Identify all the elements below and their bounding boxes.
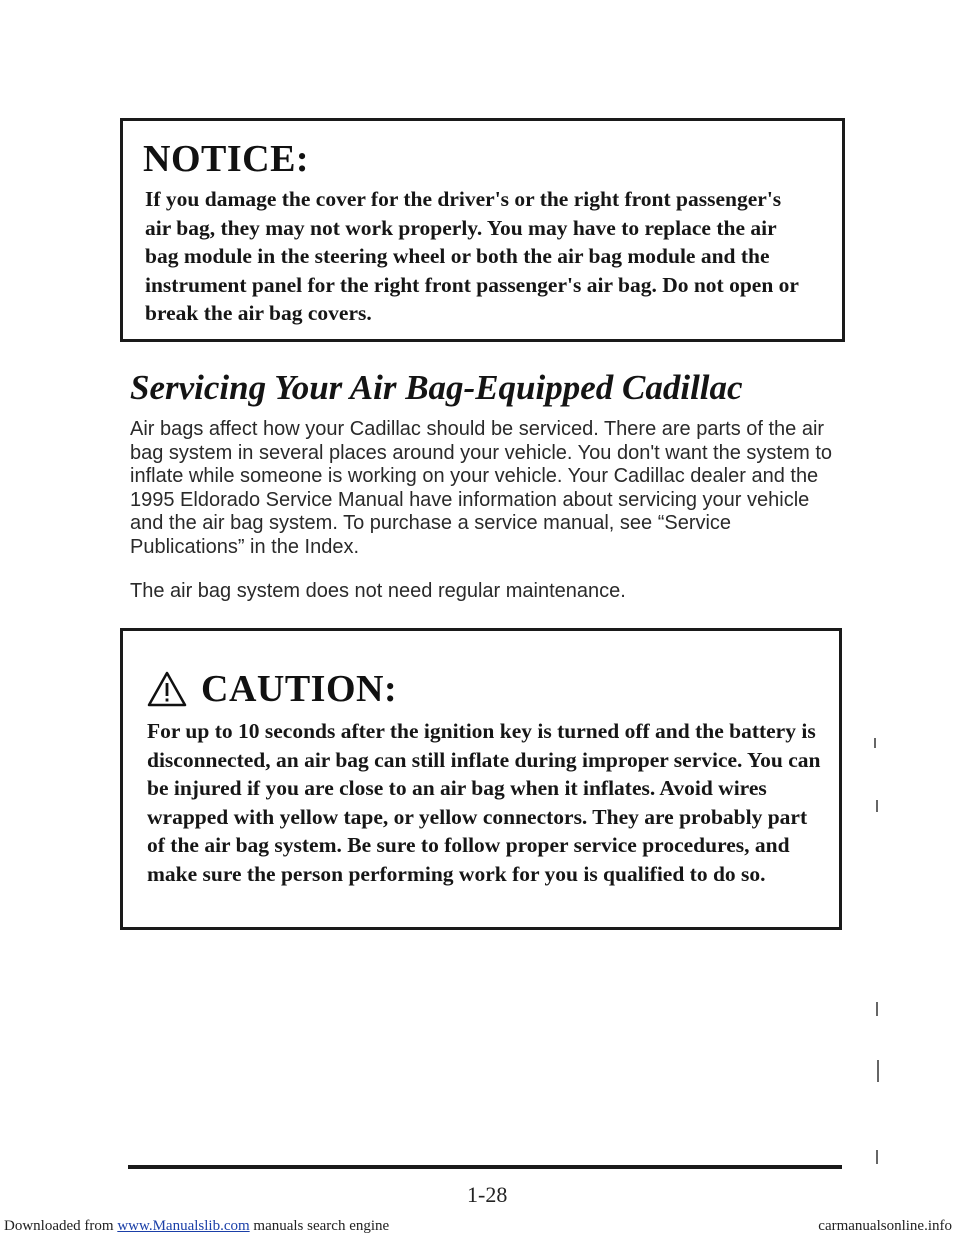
page-number: 1-28 (467, 1182, 508, 1207)
caution-title: CAUTION: (201, 668, 398, 710)
service-paragraph: Air bags affect how your Cadillac should be serviced. There are parts of the air bag system in several places around your vehicle. You don't want the system to inflate while someone is working on your vehicle. Your Cadillac dealer and the 1995 Eldorado Service Manual have information about servicing your vehicle and the air bag system. To purchase a service manual, see “Service Publications” in the Index. (130, 418, 832, 558)
margin-mark (874, 738, 876, 748)
watermark-suffix: manuals search engine (249, 1218, 390, 1234)
caution-box (120, 628, 842, 930)
notice-box (120, 118, 845, 342)
site-watermark: carmanualsonline.info (818, 1218, 952, 1234)
margin-mark (876, 1002, 878, 1016)
margin-mark (877, 1060, 879, 1082)
margin-mark (876, 800, 878, 812)
manualslib-link[interactable]: www.Manualslib.com (117, 1218, 250, 1234)
section-heading: Servicing Your Air Bag-Equipped Cadillac (130, 368, 743, 407)
notice-body: If you damage the cover for the driver's or the right front passenger's air bag, they may not work properly. You may have to replace the air bag module in the steering wheel or both the air bag module and the instrument panel for the right front passenger's air bag. Do not open or break the air bag covers. (145, 187, 799, 325)
margin-mark (876, 1150, 878, 1164)
watermark-prefix: Downloaded from (4, 1218, 118, 1234)
caution-header (147, 667, 397, 711)
caution-body: For up to 10 seconds after the ignition key is turned off and the battery is disconnected, an air bag can still inflate during improper service. You can be injured if you are close to an air bag when it inflates. Avoid wires wrapped with yellow tape, or yellow connectors. They are probably part of the air bag system. Be sure to follow proper service procedures, and make sure the person performing work for you is qualified to do so. (147, 719, 821, 886)
maintenance-paragraph: The air bag system does not need regular maintenance. (130, 580, 626, 602)
warning-triangle-icon (147, 671, 187, 707)
footer-rule (128, 1165, 842, 1169)
source-watermark (4, 1218, 389, 1235)
notice-title: NOTICE: (143, 138, 310, 180)
